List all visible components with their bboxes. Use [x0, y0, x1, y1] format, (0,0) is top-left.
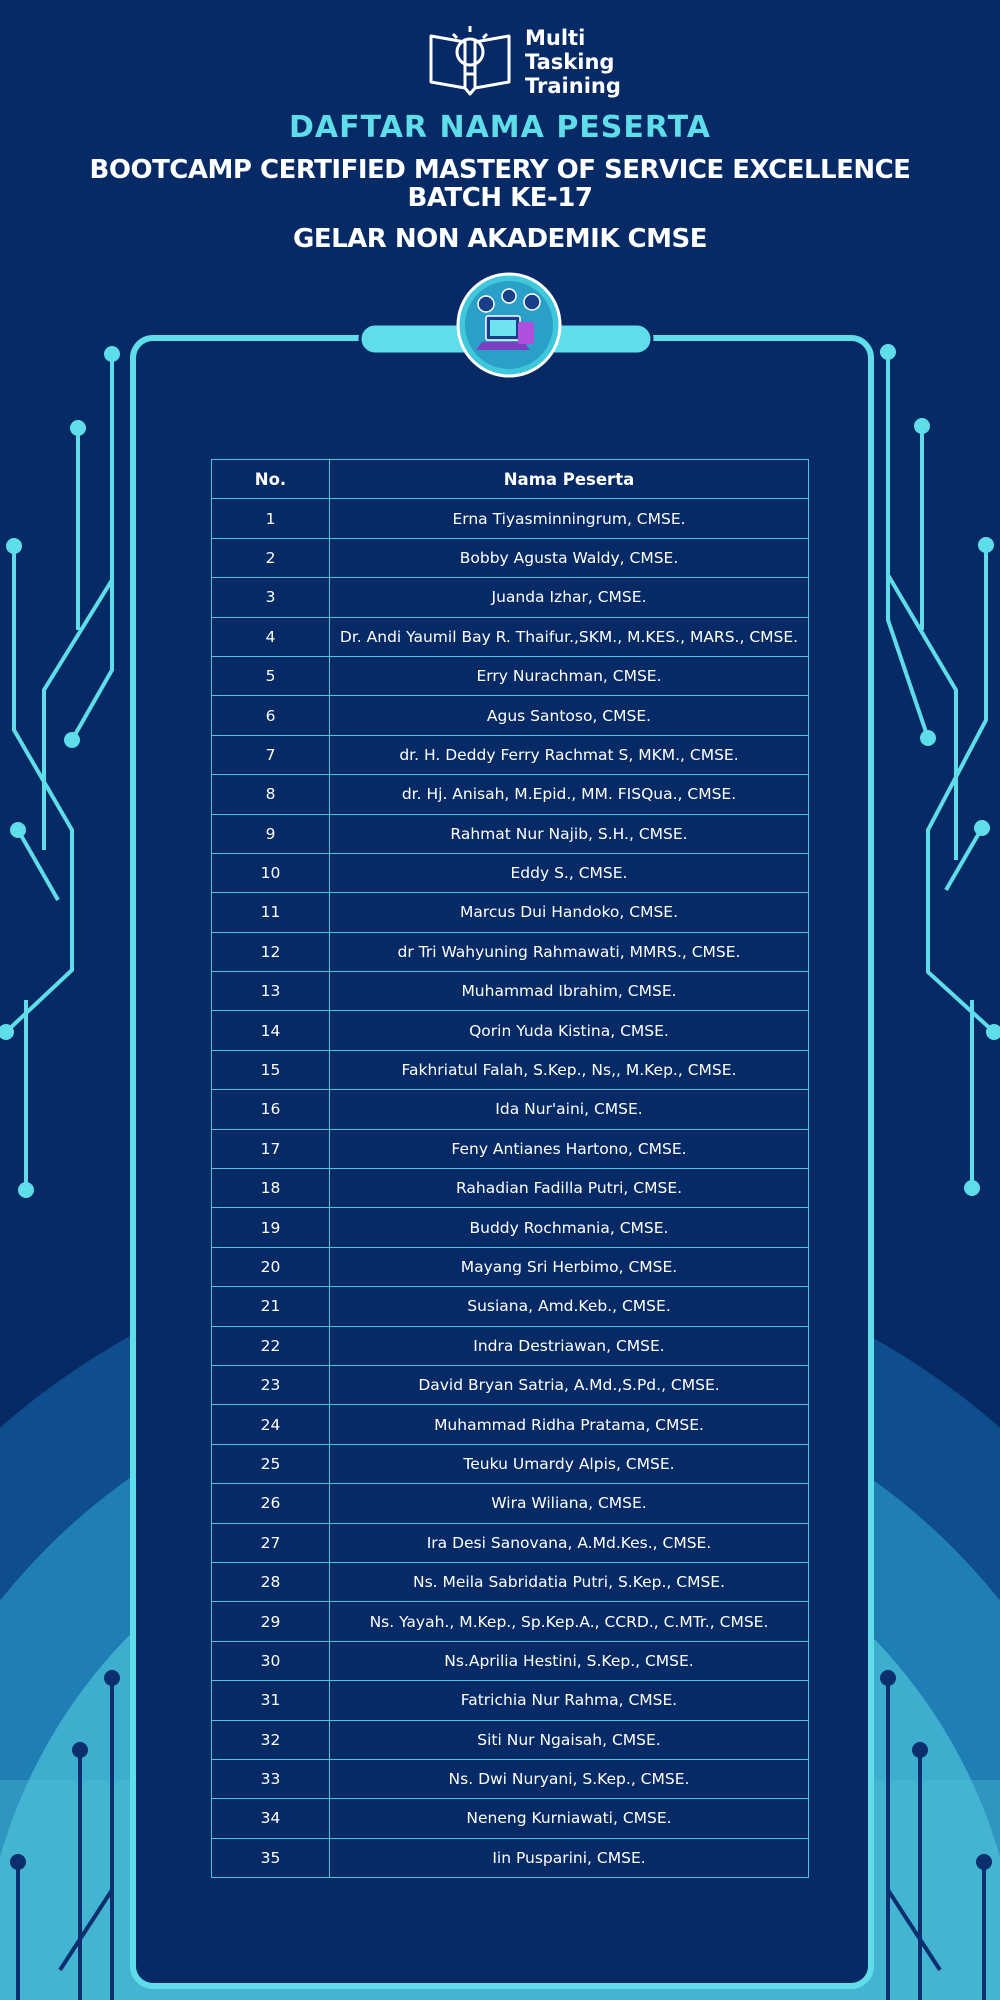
participant-name: Ida Nur'aini, CMSE. [330, 1090, 809, 1129]
table-row [212, 1247, 809, 1286]
row-number: 16 [212, 1090, 330, 1129]
row-number: 8 [212, 775, 330, 814]
header-participant-name: Nama Peserta [330, 460, 809, 499]
brand-name-line-1: Multi [525, 26, 586, 50]
participant-name: Muhammad Ibrahim, CMSE. [330, 972, 809, 1011]
table-row [212, 656, 809, 695]
row-number: 35 [212, 1838, 330, 1877]
row-number: 31 [212, 1681, 330, 1720]
row-number: 5 [212, 656, 330, 695]
table-row [212, 538, 809, 577]
row-number: 28 [212, 1562, 330, 1601]
table-row [212, 1050, 809, 1089]
table-row [212, 1405, 809, 1444]
table-row [212, 578, 809, 617]
table-row [212, 1169, 809, 1208]
row-number: 32 [212, 1720, 330, 1759]
participant-name: Bobby Agusta Waldy, CMSE. [330, 538, 809, 577]
row-number: 7 [212, 735, 330, 774]
row-number: 11 [212, 893, 330, 932]
table-row [212, 1129, 809, 1168]
table-row [212, 1011, 809, 1050]
participant-name: dr. Hj. Anisah, M.Epid., MM. FISQua., CMSE. [330, 775, 809, 814]
row-number: 3 [212, 578, 330, 617]
program-title [0, 156, 1000, 212]
participant-name: Ira Desi Sanovana, A.Md.Kes., CMSE. [330, 1523, 809, 1562]
table-row [212, 735, 809, 774]
table-row [212, 972, 809, 1011]
table-row [212, 1444, 809, 1483]
row-number: 34 [212, 1799, 330, 1838]
brand-name-line-3: Training [525, 74, 621, 98]
table-row [212, 696, 809, 735]
table-row [212, 853, 809, 892]
row-number: 27 [212, 1523, 330, 1562]
table-body [212, 499, 809, 1878]
participant-name: Neneng Kurniawati, CMSE. [330, 1799, 809, 1838]
participant-name: Qorin Yuda Kistina, CMSE. [330, 1011, 809, 1050]
table-row [212, 1484, 809, 1523]
row-number: 13 [212, 972, 330, 1011]
page-title: DAFTAR NAMA PESERTA [288, 110, 712, 145]
participant-name: Siti Nur Ngaisah, CMSE. [330, 1720, 809, 1759]
row-number: 1 [212, 499, 330, 538]
participant-name: Fakhriatul Falah, S.Kep., Ns,, M.Kep., CMSE. [330, 1050, 809, 1089]
participant-name: Ns.Aprilia Hestini, S.Kep., CMSE. [330, 1641, 809, 1680]
row-number: 6 [212, 696, 330, 735]
participant-name: Rahmat Nur Najib, S.H., CMSE. [330, 814, 809, 853]
participant-name: dr Tri Wahyuning Rahmawati, MMRS., CMSE. [330, 932, 809, 971]
degree-title: GELAR NON AKADEMIK CMSE [293, 224, 707, 254]
participant-name: Dr. Andi Yaumil Bay R. Thaifur.,SKM., M.KES., MARS., CMSE. [330, 617, 809, 656]
participant-name: Mayang Sri Herbimo, CMSE. [330, 1247, 809, 1286]
table-row [212, 1523, 809, 1562]
participant-name: Fatrichia Nur Rahma, CMSE. [330, 1681, 809, 1720]
table-row [212, 775, 809, 814]
row-number: 20 [212, 1247, 330, 1286]
table-row [212, 617, 809, 656]
participant-name: Agus Santoso, CMSE. [330, 696, 809, 735]
row-number: 4 [212, 617, 330, 656]
table-row [212, 1838, 809, 1877]
participant-name: Feny Antianes Hartono, CMSE. [330, 1129, 809, 1168]
circuit-lines-right-upper [888, 352, 994, 1188]
row-number: 19 [212, 1208, 330, 1247]
participant-name: Iin Pusparini, CMSE. [330, 1838, 809, 1877]
participant-name: Ns. Yayah., M.Kep., Sp.Kep.A., CCRD., C.MTr., CMSE. [330, 1602, 809, 1641]
participant-name: Ns. Dwi Nuryani, S.Kep., CMSE. [330, 1759, 809, 1798]
technology-emblem-icon [456, 272, 562, 378]
program-title-line-1: BOOTCAMP CERTIFIED MASTERY OF SERVICE EXCELLENCE [89, 155, 911, 185]
table-row [212, 893, 809, 932]
brand-name-line-2: Tasking [525, 50, 615, 74]
participant-name: Eddy S., CMSE. [330, 853, 809, 892]
row-number: 17 [212, 1129, 330, 1168]
table-row [212, 1641, 809, 1680]
header-number: No. [212, 460, 330, 499]
participant-name: Indra Destriawan, CMSE. [330, 1326, 809, 1365]
table-row [212, 1602, 809, 1641]
participant-name: Wira Wiliana, CMSE. [330, 1484, 809, 1523]
row-number: 10 [212, 853, 330, 892]
table-row [212, 499, 809, 538]
participant-name: Erry Nurachman, CMSE. [330, 656, 809, 695]
book-lightbulb-icon [425, 22, 515, 98]
participant-table [211, 459, 809, 1878]
table-header-row [212, 460, 809, 499]
row-number: 29 [212, 1602, 330, 1641]
participant-name: Teuku Umardy Alpis, CMSE. [330, 1444, 809, 1483]
row-number: 22 [212, 1326, 330, 1365]
participant-name: Buddy Rochmania, CMSE. [330, 1208, 809, 1247]
row-number: 26 [212, 1484, 330, 1523]
table-row [212, 1208, 809, 1247]
participant-name: Juanda Izhar, CMSE. [330, 578, 809, 617]
row-number: 24 [212, 1405, 330, 1444]
table-row [212, 1759, 809, 1798]
participant-name: Muhammad Ridha Pratama, CMSE. [330, 1405, 809, 1444]
row-number: 12 [212, 932, 330, 971]
participant-name: David Bryan Satria, A.Md.,S.Pd., CMSE. [330, 1365, 809, 1404]
brand-name [525, 26, 621, 98]
row-number: 23 [212, 1365, 330, 1404]
table-row [212, 1326, 809, 1365]
row-number: 18 [212, 1169, 330, 1208]
row-number: 25 [212, 1444, 330, 1483]
table-row [212, 1562, 809, 1601]
table-row [212, 1287, 809, 1326]
table-row [212, 1799, 809, 1838]
row-number: 15 [212, 1050, 330, 1089]
table-row [212, 1090, 809, 1129]
participant-name: dr. H. Deddy Ferry Rachmat S, MKM., CMSE. [330, 735, 809, 774]
table-row [212, 932, 809, 971]
row-number: 9 [212, 814, 330, 853]
table-row [212, 814, 809, 853]
participant-name: Rahadian Fadilla Putri, CMSE. [330, 1169, 809, 1208]
row-number: 33 [212, 1759, 330, 1798]
participant-name: Susiana, Amd.Keb., CMSE. [330, 1287, 809, 1326]
brand-logo [425, 22, 625, 102]
participant-name: Erna Tiyasminningrum, CMSE. [330, 499, 809, 538]
program-title-line-2: BATCH KE-17 [407, 183, 593, 213]
row-number: 30 [212, 1641, 330, 1680]
row-number: 14 [212, 1011, 330, 1050]
table-row [212, 1681, 809, 1720]
circuit-lines-left-upper [6, 354, 112, 1190]
participant-name: Ns. Meila Sabridatia Putri, S.Kep., CMSE. [330, 1562, 809, 1601]
participant-name: Marcus Dui Handoko, CMSE. [330, 893, 809, 932]
row-number: 21 [212, 1287, 330, 1326]
table-row [212, 1365, 809, 1404]
table-row [212, 1720, 809, 1759]
row-number: 2 [212, 538, 330, 577]
